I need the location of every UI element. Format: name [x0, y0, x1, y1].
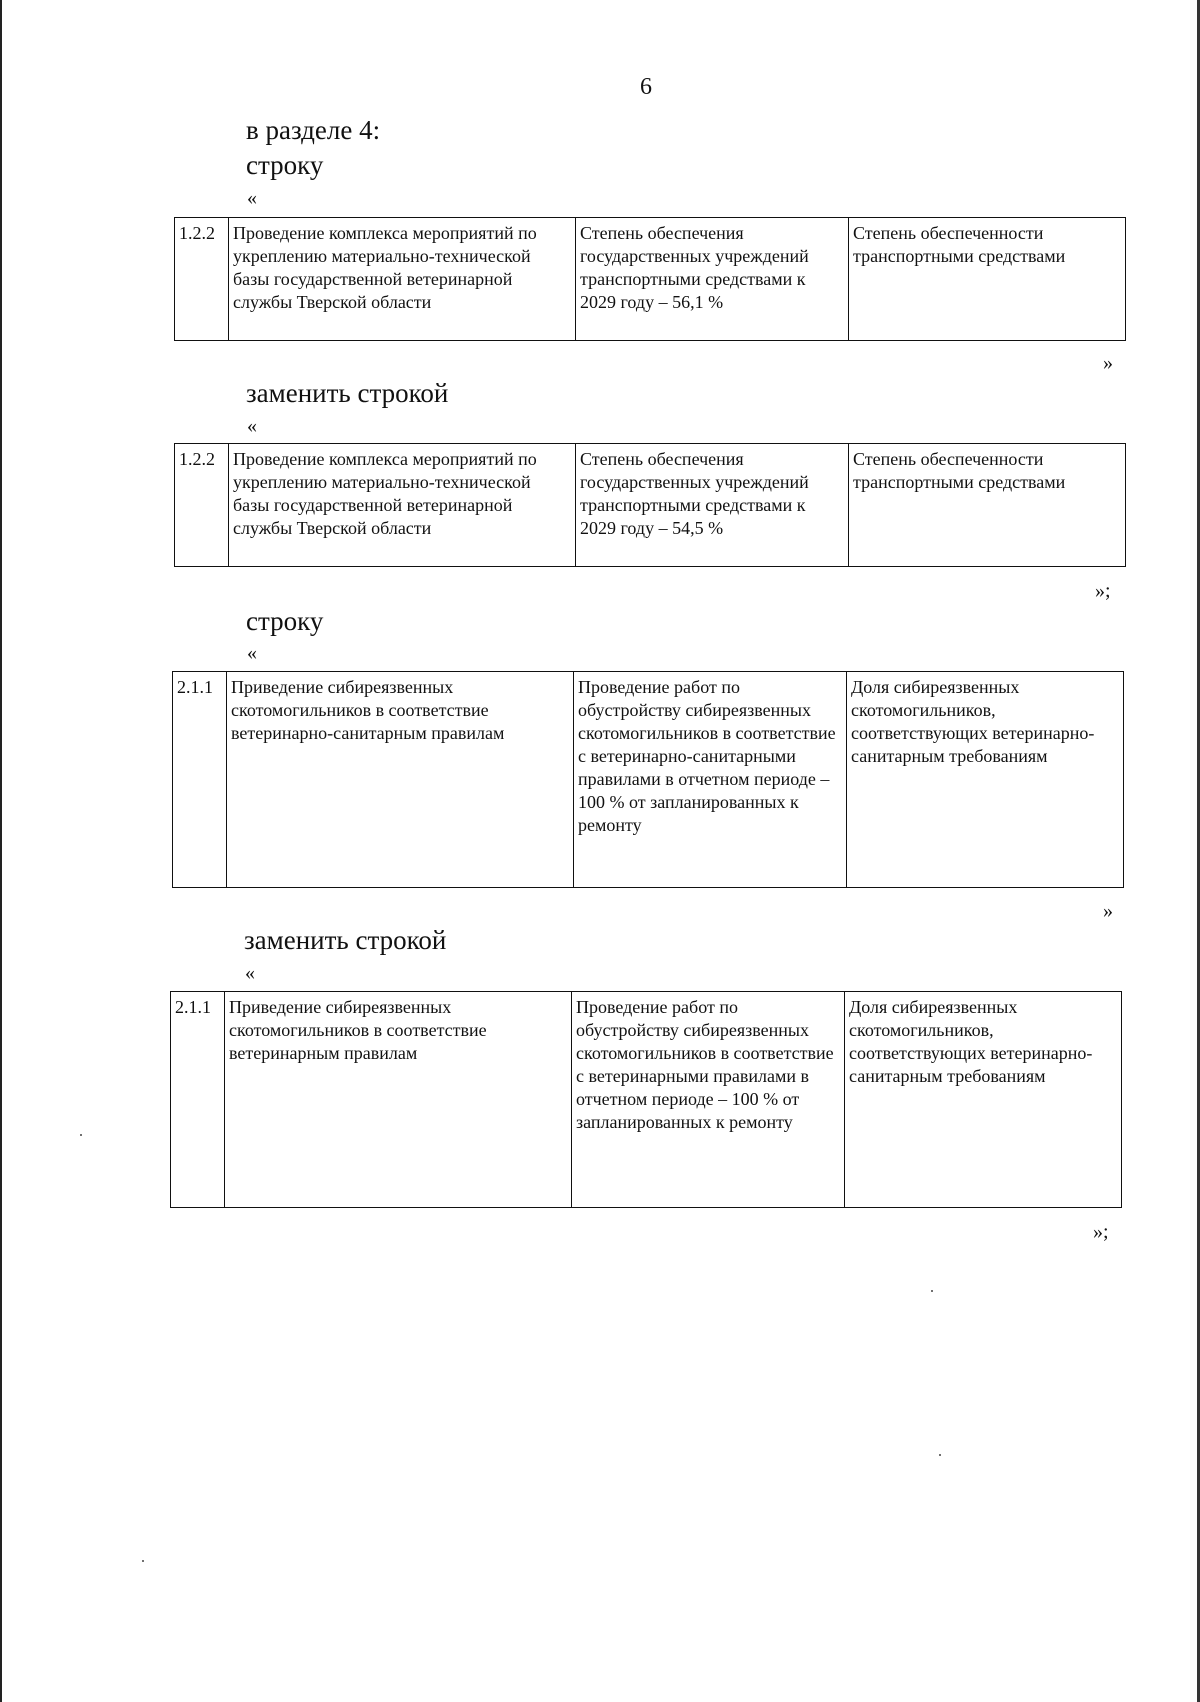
scan-speck: [939, 1454, 941, 1456]
row-number: 2.1.1: [173, 672, 227, 888]
open-quote: «: [247, 187, 257, 209]
close-quote: »: [1103, 352, 1113, 374]
scan-speck: [80, 1134, 82, 1136]
table-row: [175, 218, 1126, 341]
page-number: 6: [640, 74, 652, 100]
open-quote: «: [247, 415, 257, 437]
result-cell: Проведение работ по обустройству сибиреязвенных скотомогильников в соответствие с ветеринарно-санитарными правилами в отчетном периоде – 100 % от запланированных к ремонту: [574, 672, 847, 888]
open-quote: «: [245, 962, 255, 984]
result-cell: Степень обеспечения государственных учреждений транспортными средствами к 2029 году – 54,5 %: [576, 444, 849, 567]
section-label: в разделе 4:: [246, 115, 381, 145]
event-cell: Приведение сибиреязвенных скотомогильников в соответствие ветеринарно-санитарным правилам: [227, 672, 574, 888]
event-cell: Проведение комплекса мероприятий по укреплению материально-технической базы государственной ветеринарной службы Тверской области: [229, 444, 576, 567]
close-quote-semicolon: »;: [1093, 1221, 1109, 1243]
event-cell: Приведение сибиреязвенных скотомогильников в соответствие ветеринарным правилам: [225, 992, 572, 1208]
row-word-2: строку: [246, 606, 324, 636]
table-row: [173, 672, 1124, 888]
scan-left-edge: [0, 0, 2, 1702]
close-quote: »: [1103, 900, 1113, 922]
table-row: [171, 992, 1122, 1208]
replace-with-heading: заменить строкой: [246, 378, 449, 408]
indicator-cell: Доля сибиреязвенных скотомогильников, соответствующих ветеринарно-санитарным требованиям: [845, 992, 1122, 1208]
close-quote-semicolon: »;: [1095, 580, 1111, 602]
indicator-cell: Доля сибиреязвенных скотомогильников, соответствующих ветеринарно-санитарным требованиям: [847, 672, 1124, 888]
result-cell: Степень обеспечения государственных учреждений транспортными средствами к 2029 году – 56,1 %: [576, 218, 849, 341]
event-cell: Проведение комплекса мероприятий по укреплению материально-технической базы государственной ветеринарной службы Тверской области: [229, 218, 576, 341]
result-cell: Проведение работ по обустройству сибиреязвенных скотомогильников в соответствие с ветеринарными правилами в отчетном периоде – 100 % от запланированных к ремонту: [572, 992, 845, 1208]
row-number: 1.2.2: [175, 444, 229, 567]
indicator-cell: Степень обеспеченности транспортными средствами: [849, 444, 1126, 567]
scan-speck: [931, 1290, 933, 1292]
scan-speck: [142, 1560, 144, 1562]
row-number: 1.2.2: [175, 218, 229, 341]
row-number: 2.1.1: [171, 992, 225, 1208]
open-quote: «: [247, 642, 257, 664]
table-row-1-2-2-new: [174, 443, 1126, 567]
row-word: строку: [246, 150, 324, 180]
table-row-2-1-1-old: [172, 671, 1124, 888]
table-row: [175, 444, 1126, 567]
table-row-1-2-2-old: [174, 217, 1126, 341]
indicator-cell: Степень обеспеченности транспортными средствами: [849, 218, 1126, 341]
table-row-2-1-1-new: [170, 991, 1122, 1208]
replace-with-heading-2: заменить строкой: [244, 925, 447, 955]
